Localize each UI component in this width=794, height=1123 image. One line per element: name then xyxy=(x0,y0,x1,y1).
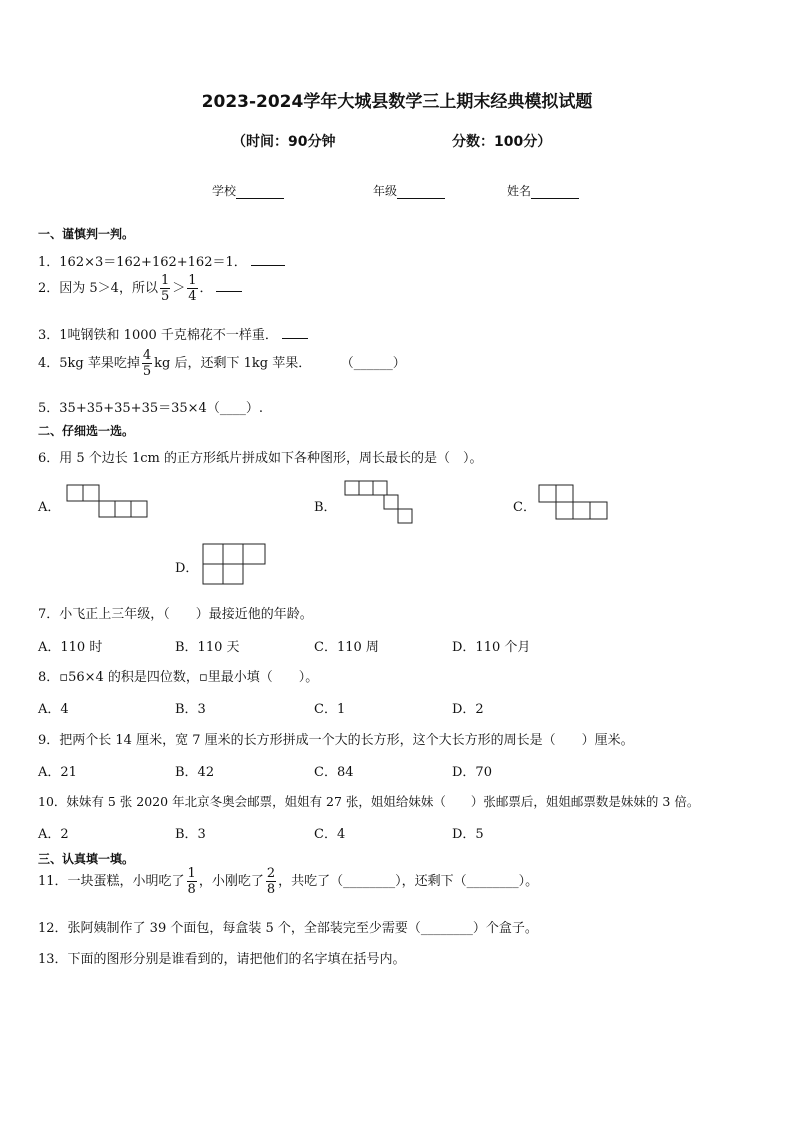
q7-option-a[interactable]: A．110 时 xyxy=(38,640,103,655)
q4-fraction: $\frac{4}{5}$ xyxy=(142,348,152,379)
q11-text-a: 11．一块蛋糕，小明吃了 xyxy=(38,874,185,889)
q8-option-c[interactable]: C．1 xyxy=(314,702,346,717)
q2-fraction-2: $\frac{1}{4}$ xyxy=(188,273,197,304)
q1-answer-blank[interactable] xyxy=(251,254,285,266)
square xyxy=(556,502,573,519)
q2-end: ． xyxy=(199,281,213,296)
q6-shape-d[interactable] xyxy=(202,543,268,585)
q10-option-a[interactable]: A．2 xyxy=(38,827,69,842)
q10-option-c[interactable]: C．4 xyxy=(314,827,346,842)
q8-option-a[interactable]: A．4 xyxy=(38,702,69,717)
grade-field xyxy=(373,182,445,199)
q6-option-c-label[interactable]: C． xyxy=(513,500,536,515)
q6-option-d-label[interactable]: D． xyxy=(175,561,199,576)
square xyxy=(67,485,83,501)
exam-score: 分数：100分） xyxy=(452,134,552,150)
name-field xyxy=(507,182,579,199)
question-12[interactable]: 12．张阿姨制作了 39 个面包，每盒装 5 个，全部装完至少需要（________）个盒子。 xyxy=(38,921,538,936)
question-11 xyxy=(38,866,538,897)
question-2 xyxy=(38,273,242,304)
square xyxy=(83,485,99,501)
q8-option-b[interactable]: B．3 xyxy=(175,702,206,717)
question-4 xyxy=(38,348,406,379)
q9-option-c[interactable]: C．84 xyxy=(314,765,354,780)
question-3 xyxy=(38,324,308,343)
question-6: 6．用 5 个边长 1cm 的正方形纸片拼成如下各种图形，周长最长的是（ ）。 xyxy=(38,451,483,466)
q4-answer-paren[interactable]: （______） xyxy=(347,356,406,371)
q7-option-d[interactable]: D．110 个月 xyxy=(452,640,531,655)
question-13: 13．下面的图形分别是谁看到的，请把他们的名字填在括号内。 xyxy=(38,952,406,967)
q11-text-c[interactable]: ，共吃了（________），还剩下（________）。 xyxy=(278,874,539,889)
grade-label: 年级 xyxy=(373,184,398,198)
name-blank[interactable] xyxy=(531,186,579,199)
square xyxy=(243,544,265,564)
q2-fraction-1: $\frac{1}{5}$ xyxy=(160,273,170,304)
square xyxy=(359,481,373,495)
q10-option-b[interactable]: B．3 xyxy=(175,827,206,842)
q4-text: 4．5kg 苹果吃掉 xyxy=(38,356,140,371)
square xyxy=(131,501,147,517)
q3-answer-blank[interactable] xyxy=(282,327,308,339)
question-1 xyxy=(38,251,285,270)
q9-option-d[interactable]: D．70 xyxy=(452,765,492,780)
square xyxy=(373,481,387,495)
square xyxy=(115,501,131,517)
question-7: 7．小飞正上三年级，（ ）最接近他的年龄。 xyxy=(38,607,313,622)
square xyxy=(556,485,573,502)
square xyxy=(203,544,223,564)
square xyxy=(398,509,412,523)
section2-heading: 二、仔细选一选。 xyxy=(38,424,135,438)
q6-option-a-label[interactable]: A． xyxy=(38,500,61,515)
exam-title: 2023-2024学年大城县数学三上期末经典模拟试题 xyxy=(201,92,593,112)
question-9: 9．把两个长 14 厘米，宽 7 厘米的长方形拼成一个大的长方形，这个大长方形的周长是（ ）厘米。 xyxy=(38,733,634,748)
q6-option-b-label[interactable]: B． xyxy=(314,500,337,515)
q2-gt: ＞ xyxy=(172,281,186,296)
q11-fraction-1: $\frac{1}{8}$ xyxy=(187,866,196,897)
square xyxy=(223,544,243,564)
square xyxy=(345,481,359,495)
q7-option-b[interactable]: B．110 天 xyxy=(175,640,240,655)
q8-option-d[interactable]: D．2 xyxy=(452,702,484,717)
q9-option-a[interactable]: A．21 xyxy=(38,765,77,780)
q2-text: 2．因为 5＞4，所以 xyxy=(38,281,158,296)
square xyxy=(590,502,607,519)
section3-heading: 三、认真填一填。 xyxy=(38,852,135,866)
square xyxy=(539,485,556,502)
square xyxy=(384,495,398,509)
q3-text: 3．1吨钢铁和 1000 千克棉花不一样重． xyxy=(38,328,278,343)
school-label: 学校 xyxy=(212,184,237,198)
question-10: 10．妹妹有 5 张 2020 年北京冬奥会邮票，姐姐有 27 张，姐姐给妹妹（ ）张邮票后，姐姐邮票数是妹妹的 3 倍。 xyxy=(38,794,700,809)
name-label: 姓名 xyxy=(507,184,532,198)
q9-option-b[interactable]: B．42 xyxy=(175,765,215,780)
exam-time: （时间：90分钟 xyxy=(232,134,336,150)
section1-heading: 一、谨慎判一判。 xyxy=(38,227,135,241)
q11-fraction-2: $\frac{2}{8}$ xyxy=(266,866,276,897)
q11-text-b: ，小刚吃了 xyxy=(198,874,264,889)
q6-shape-b[interactable] xyxy=(344,480,414,524)
grade-blank[interactable] xyxy=(397,186,445,199)
square xyxy=(223,564,243,584)
square xyxy=(203,564,223,584)
q10-option-d[interactable]: D．5 xyxy=(452,827,484,842)
q2-answer-blank[interactable] xyxy=(216,280,242,292)
q7-option-c[interactable]: C．110 周 xyxy=(314,640,379,655)
q4-text-end: kg 后，还剩下 1kg 苹果． xyxy=(154,356,312,371)
square xyxy=(573,502,590,519)
q1-text: 1．162×3＝162+162+162＝1． xyxy=(38,255,247,270)
question-5: 5．35+35+35+35＝35×4（____）. xyxy=(38,401,263,416)
school-blank[interactable] xyxy=(236,186,284,199)
school-field xyxy=(212,182,284,199)
square xyxy=(99,501,115,517)
q6-shape-a[interactable] xyxy=(66,484,150,520)
question-8: 8．▫56×4 的积是四位数，▫里最小填（ ）。 xyxy=(38,670,319,685)
q6-shape-c[interactable] xyxy=(538,484,608,520)
